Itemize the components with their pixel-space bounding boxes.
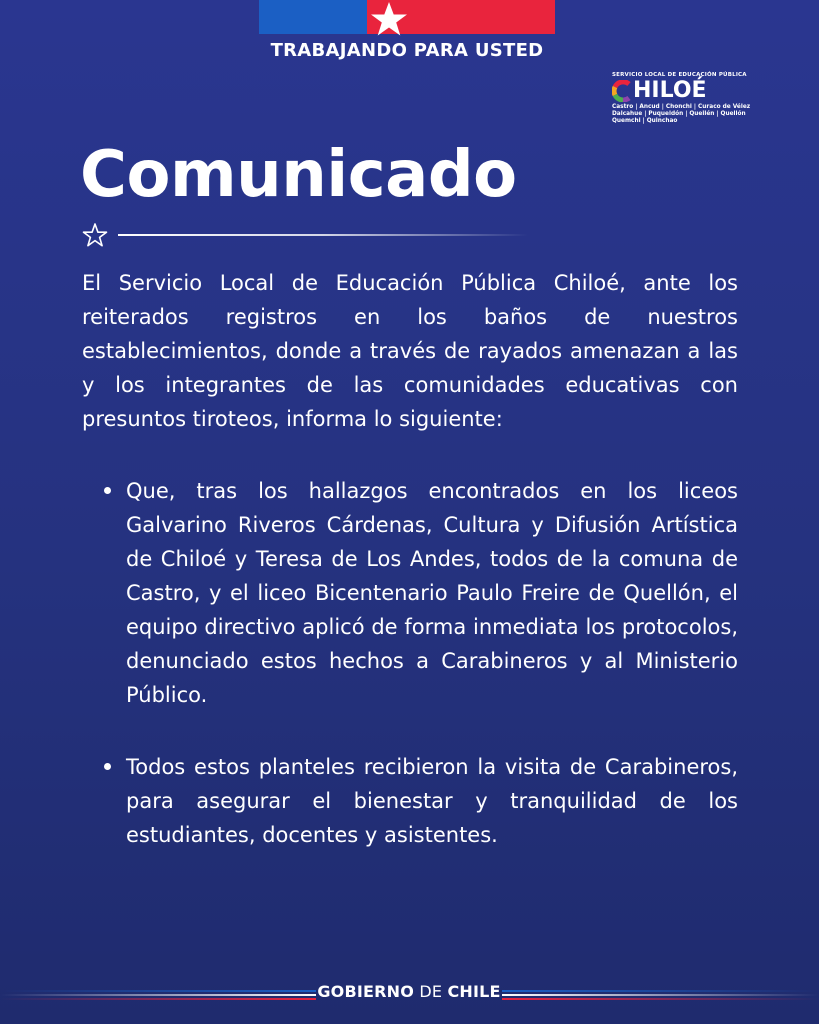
slep-chiloe-logo bbox=[612, 72, 772, 125]
logo-c-icon bbox=[612, 80, 632, 102]
logo-communes: Castro | Ancud | Chonchi | Curaco de Vélez Dalcahue | Puqueldón | Queilén | Quellón Quemchi | Quinchao bbox=[612, 104, 751, 124]
header-tagline: TRABAJANDO PARA USTED bbox=[270, 40, 544, 61]
footer-stripes-left bbox=[0, 990, 316, 1000]
outline-star-icon bbox=[82, 222, 108, 248]
flag-star-icon bbox=[368, 0, 410, 39]
footer-word-chile: CHILE bbox=[447, 982, 501, 1001]
page-title: Comunicado bbox=[80, 138, 517, 212]
footer-word-de: DE bbox=[414, 982, 448, 1001]
footer-stripes-right bbox=[502, 990, 819, 1000]
flag-blue-field bbox=[259, 0, 367, 34]
footer-government-label bbox=[316, 982, 502, 1001]
logo-name: HILOÉ bbox=[633, 78, 707, 103]
bullet-dot-icon bbox=[104, 763, 111, 770]
logo-superscript: SERVICIO LOCAL DE EDUCACIÓN PÚBLICA bbox=[612, 72, 747, 78]
logo-main bbox=[612, 79, 772, 103]
bullet-list bbox=[82, 474, 738, 852]
bullet-text: Que, tras los hallazgos encontrados en los liceos Galvarino Riveros Cárdenas, Cultura y Difusión Artística de Chiloé y Teresa de Los Andes, todos de la comuna de Castro, y el liceo Bicentenario Paulo Freire de Quellón, el equipo directivo aplicó de forma inmediata los protocolos, denunciado estos hechos a Carabineros y al Ministerio Público. bbox=[126, 479, 738, 707]
bullet-dot-icon bbox=[104, 487, 111, 494]
list-item bbox=[82, 750, 738, 852]
footer-word-gobierno: GOBIERNO bbox=[317, 982, 415, 1001]
intro-paragraph: El Servicio Local de Educación Pública Chiloé, ante los reiterados registros en los baños de nuestros establecimientos, donde a través de rayados amenazan a las y los integrantes de las comunidades educativas con presuntos tiroteos, informa lo siguiente: bbox=[82, 271, 738, 431]
title-divider bbox=[82, 222, 532, 248]
footer bbox=[0, 976, 819, 1012]
list-item bbox=[82, 474, 738, 712]
divider-line bbox=[118, 234, 528, 236]
chile-flag-emblem bbox=[259, 0, 555, 34]
bullet-text: Todos estos planteles recibieron la visita de Carabineros, para asegurar el bienestar y tranquilidad de los estudiantes, docentes y asistentes. bbox=[126, 755, 738, 847]
statement-body bbox=[82, 266, 738, 852]
